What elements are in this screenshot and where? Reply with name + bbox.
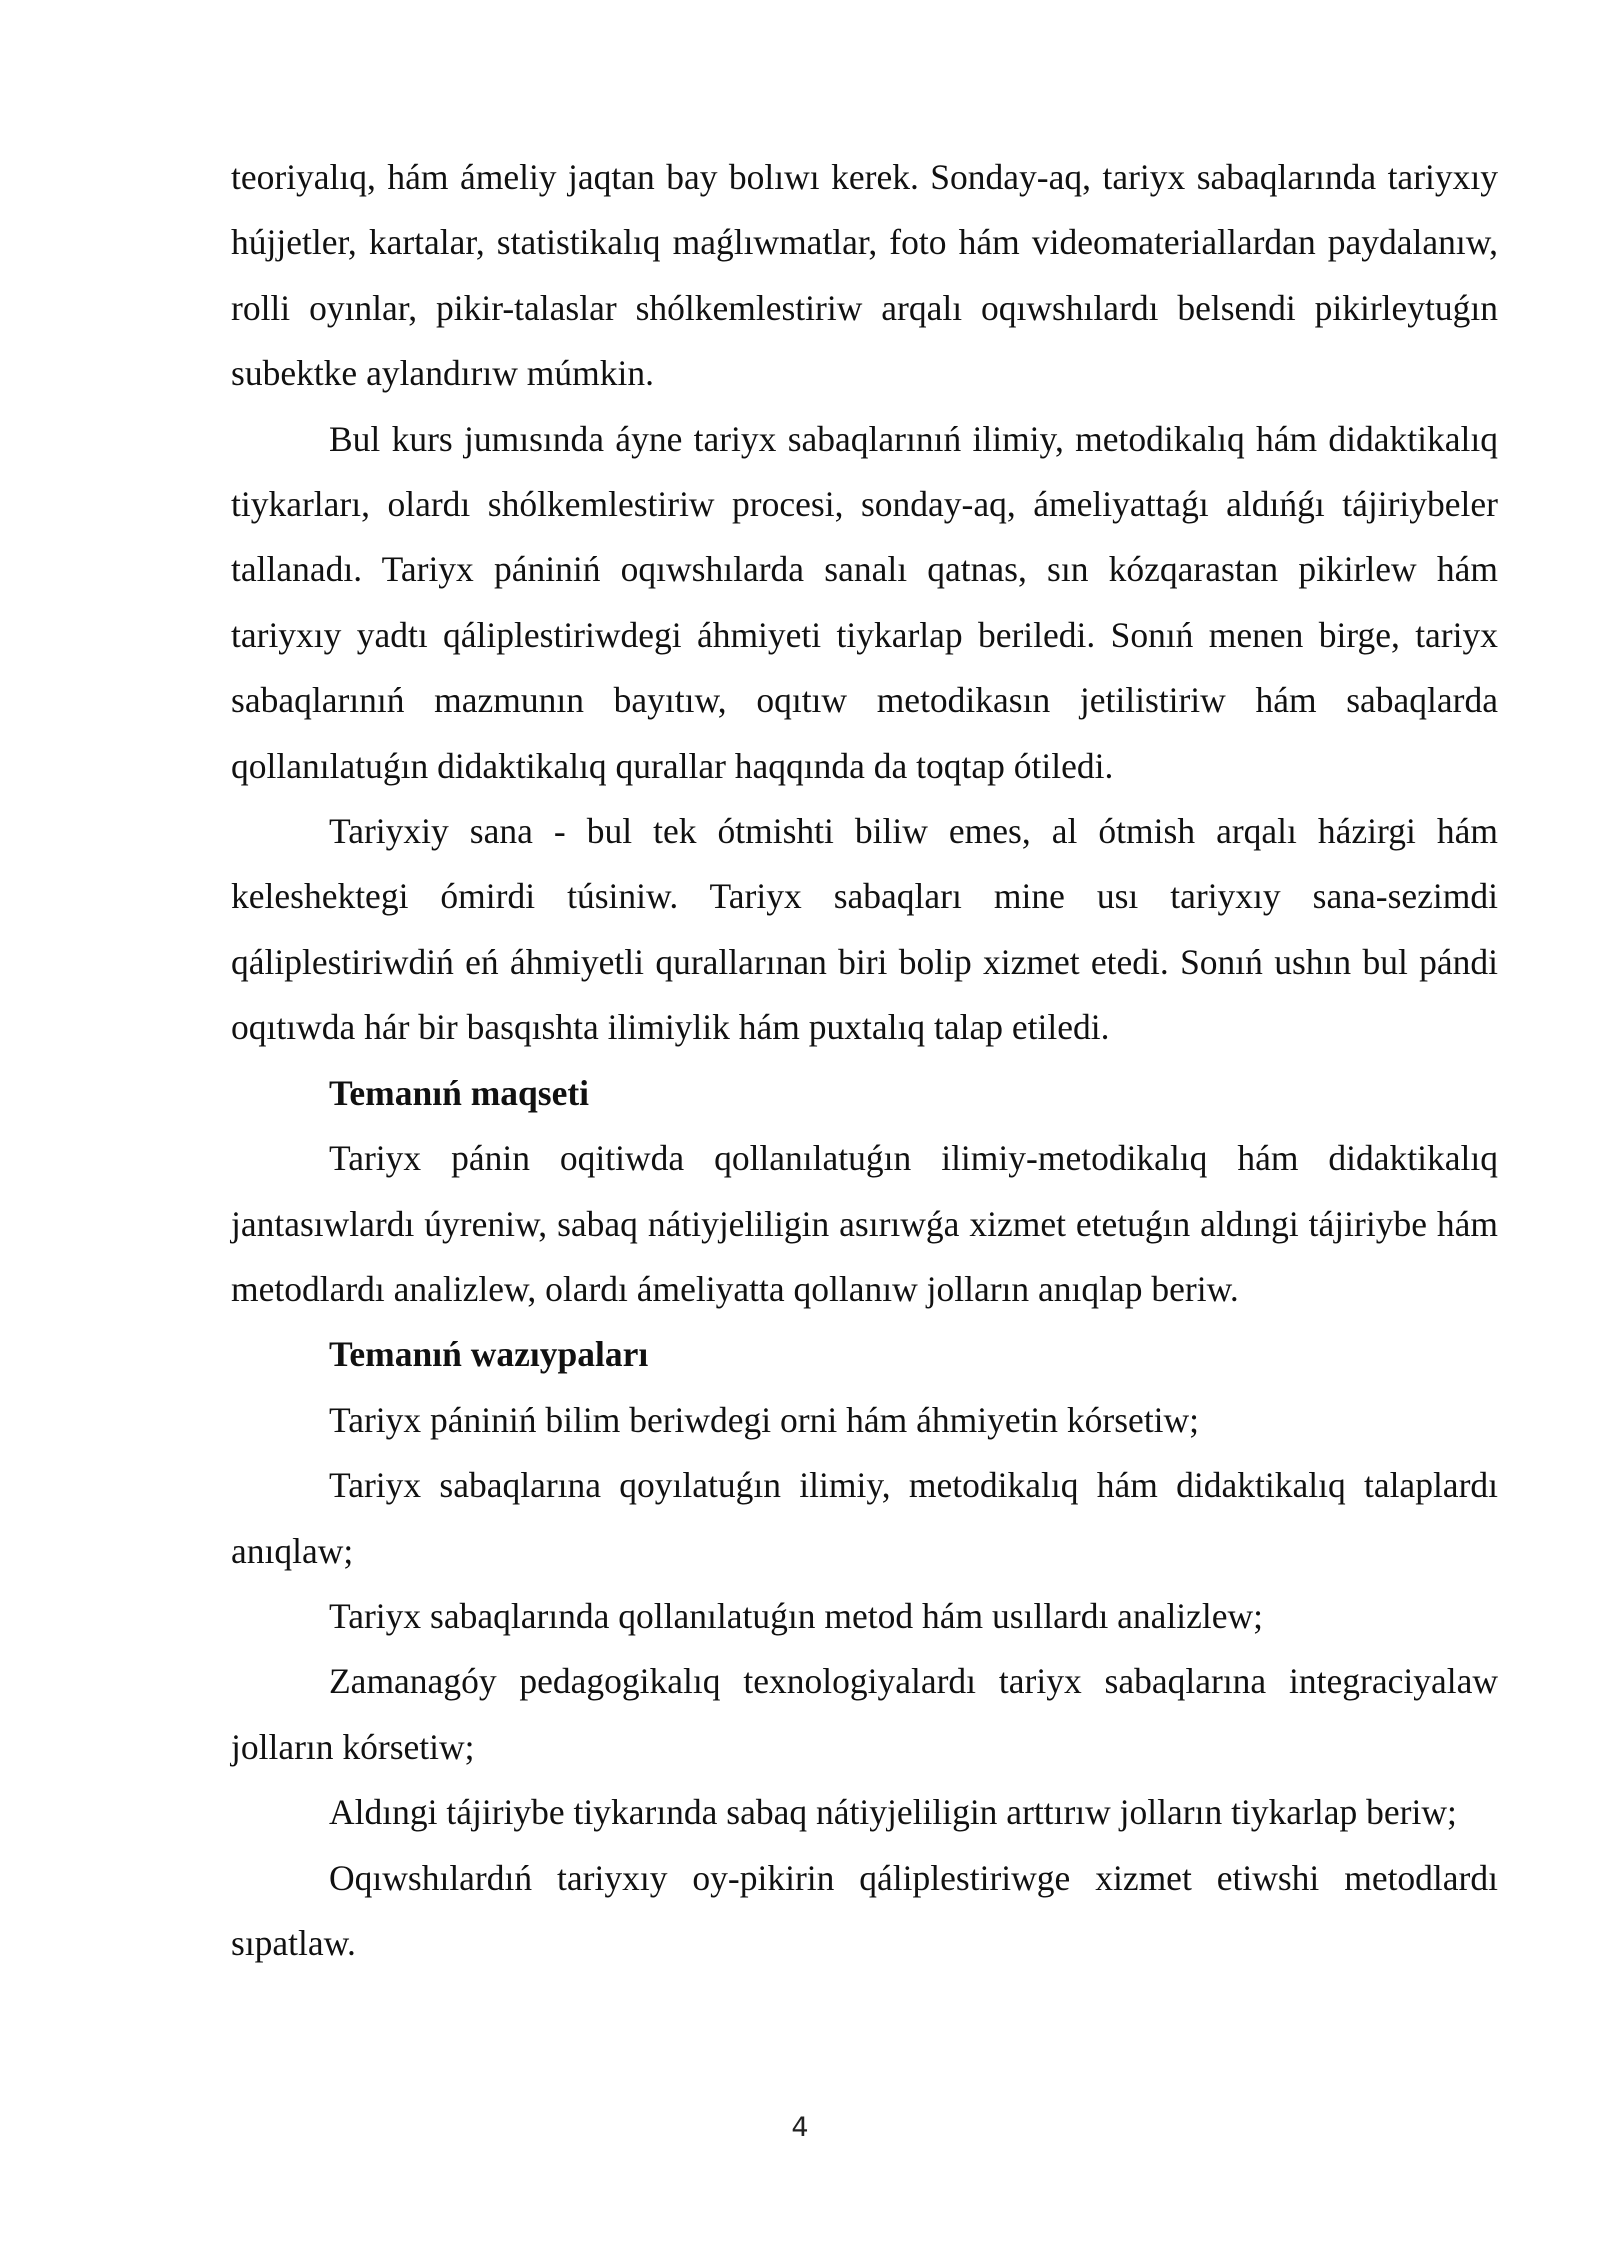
goal-heading: Temanıń maqseti [329,1072,590,1113]
task-item: Tariyx pániniń bilim beriwdegi orni hám áhmiyetin kórsetiw; [329,1399,1200,1440]
goal-text: Tariyx pánin oqitiwda qollanılatuǵın ilimiy-metodikalıq hám didaktikalıq jantasıwlardı úyreniw, sabaq nátiyjeliligin asırıwǵa xizmet etetuǵın aldıngi tájiriybe hám metodlardı analizlew, olardı ámeliyatta qollanıw jolların anıqlap beriw. [231,1138,1498,1309]
task-item: Tariyx sabaqlarına qoyılatuǵın ilimiy, metodikalıq hám didaktikalıq talaplardı anıqlaw; [231,1465,1498,1571]
paragraph-intro-continuation: teoriyalıq, hám ámeliy jaqtan bay bolıwı kerek. Sonday-aq, tariyx sabaqlarında tariyxıy hújjetler, kartalar, statistikalıq maǵlıwmatlar, foto hám videomateriallardan paydalanıw, rolli oyınlar, pikir-talaslar shólkemlestiriw arqalı oqıwshılardı belsendi pikirleytuǵın subektke aylandırıw múmkin. [231,157,1498,394]
page-number: 4 [791,2112,809,2143]
task-item: Tariyx sabaqlarında qollanılatuǵın metod hám usıllardı analizlew; [329,1595,1264,1636]
paragraph-course-work: Bul kurs jumısında áyne tariyx sabaqlarınıń ilimiy, metodikalıq hám didaktikalıq tiykarları, olardı shólkemlestiriw procesi, sonday-aq, ámeliyattaǵı aldıńǵı tájiriybeler tallanadı. Tariyx pániniń oqıwshılarda sanalı qatnas, sın kózqarastan pikirlew hám tariyxıy yadtı qáliplestiriwdegi áhmiyeti tiykarlap beriledi. Sonıń menen birge, tariyx sabaqlarınıń mazmunın bayıtıw, oqıtıw metodikasın jetilistiriw hám sabaqlarda qollanılatuǵın didaktikalıq qurallar haqqında da toqtap ótiledi. [231,418,1498,786]
paragraph-historical-consciousness: Tariyxiy sana - bul tek ótmishti biliw emes, al ótmish arqalı házirgi hám keleshektegi ómirdi túsiniw. Tariyx sabaqları mine usı tariyxıy sana-sezimdi qáliplestiriwdiń eń áhmiyetli qurallarınan biri bolip xizmet etedi. Sonıń ushın bul pándi oqıtıwda hár bir basqıshta ilimiylik hám puxtalıq talap etiledi. [231,811,1498,1048]
task-item: Aldıngi tájiriybe tiykarında sabaq nátiyjeliligin arttırıw jolların tiykarlap beriw; [329,1792,1457,1833]
task-item: Oqıwshılardıń tariyxıy oy-pikirin qáliplestiriwge xizmet etiwshi metodlardı sıpatlaw. [231,1857,1498,1963]
document-page [231,145,1498,1976]
tasks-heading: Temanıń wazıypaları [329,1334,649,1375]
task-item: Zamanagóy pedagogikalıq texnologiyalardı tariyx sabaqlarına integraciyalaw jolların kórsetiw; [231,1661,1498,1767]
